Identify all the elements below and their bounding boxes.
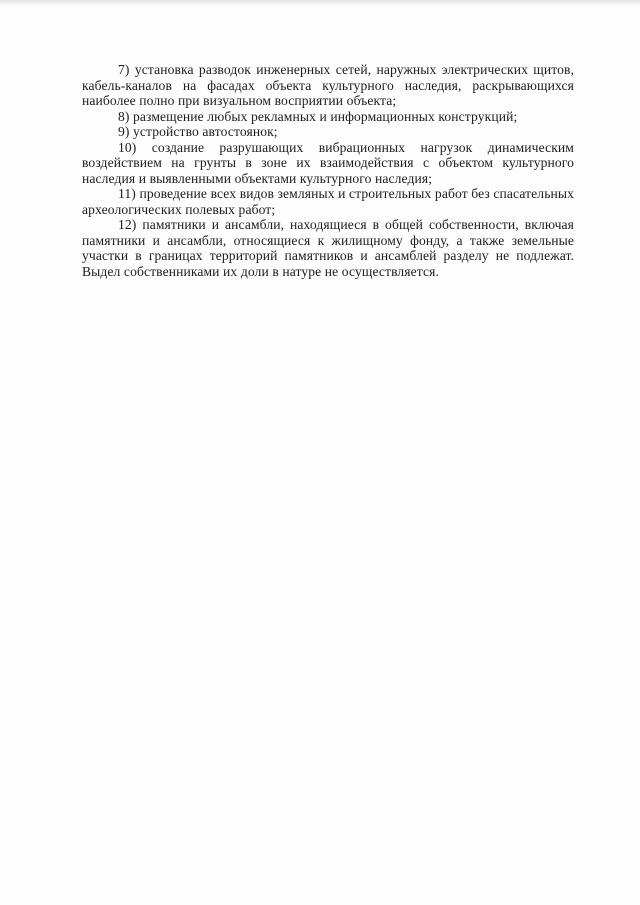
document-body bbox=[82, 62, 574, 279]
scan-edge-shadow bbox=[0, 0, 640, 6]
paragraph-item-7: 7) установка разводок инженерных сетей, наружных электрических щитов, кабель-каналов на фасадах объекта культурного наследия, раскрывающихся наиболее полно при визуальном восприятии объекта; bbox=[82, 62, 574, 108]
paragraph-item-9: 9) устройство автостоянок; bbox=[118, 124, 278, 139]
paragraph-item-12: 12) памятники и ансамбли, находящиеся в общей собственности, включая памятники и ансамбли, относящиеся к жилищному фонду, а также земельные участки в границах территорий памятников и ансамблей разделу не подлежат. Выдел собственниками их доли в натуре не осуществляется. bbox=[82, 217, 574, 279]
paragraph-item-10: 10) создание разрушающих вибрационных нагрузок динамическим воздействием на грунты в зоне их взаимодействия с объектом культурного наследия и выявленными объектами культурного наследия; bbox=[82, 139, 574, 186]
paragraph-item-8: 8) размещение любых рекламных и информационных конструкций; bbox=[118, 108, 518, 124]
paragraph-item-11: 11) проведение всех видов земляных и строительных работ без спасательных археологических полевых работ; bbox=[82, 186, 574, 217]
